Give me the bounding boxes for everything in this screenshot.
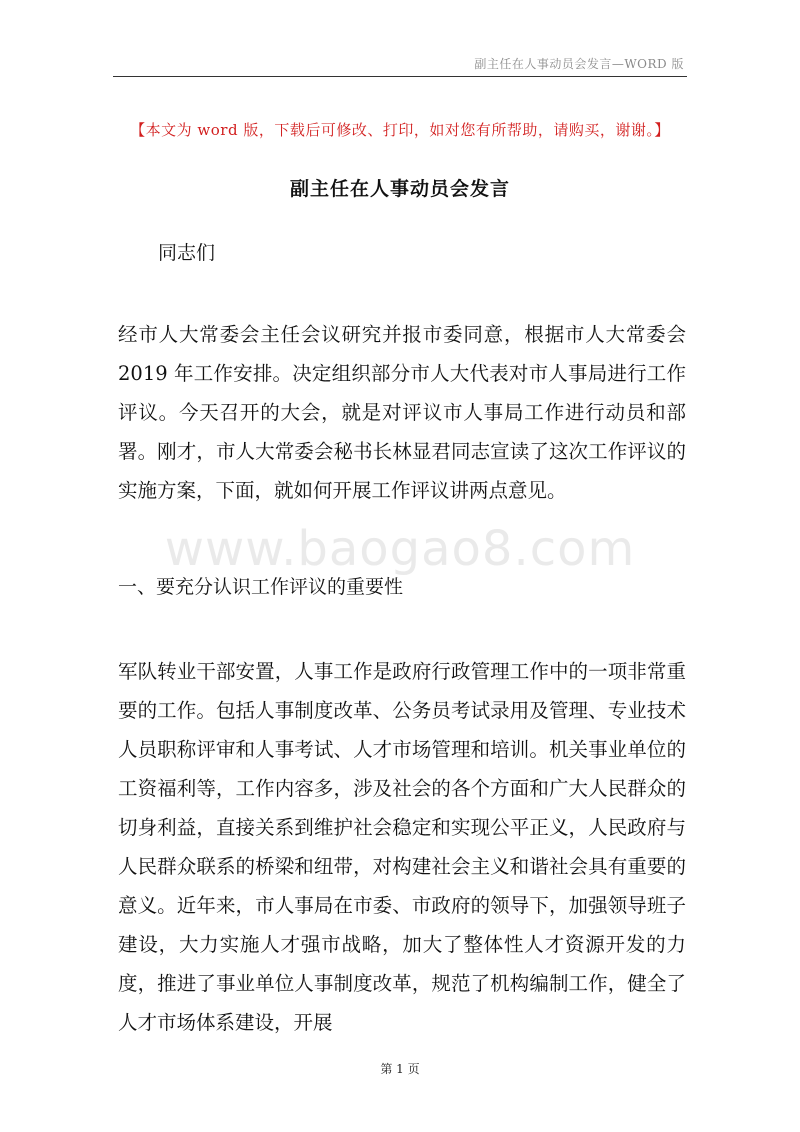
paragraph-intro: 经市人大常委会主任会议研究并报市委同意，根据市人大常委会 2019 年工作安排。决定组织部分市人大代表对市人事局进行工作评议。今天召开的大会，就是对评议市人事局工作进行动员和部署。刚才，市人大常委会秘书长林显君同志宣读了这次工作评议的实施方案，下面，就如何开展工作评议讲两点意见。	[118, 323, 686, 502]
page-number: 第 1 页	[380, 1062, 420, 1076]
salutation: 同志们	[158, 242, 216, 264]
running-header: 副主任在人事动员会发言—WORD 版	[474, 57, 684, 71]
paragraph-body: 军队转业干部安置，人事工作是政府行政管理工作中的一项非常重要的工作。包括人事制度改革、公务员考试录用及管理、专业技术人员职称评审和人事考试、人才市场管理和培训。机关事业单位的工资福利等，工作内容多，涉及社会的各个方面和广大人民群众的切身利益，直接关系到维护社会稳定和实现公平正义，人民政府与人民群众联系的桥梁和纽带，对构建社会主义和谐社会具有重要的意义。近年来，市人事局在市委、市政府的领导下，加强领导班子建设，大力实施人才强市战略，加大了整体性人才资源开发的力度，推进了事业单位人事制度改革，规范了机构编制工作，健全了人才市场体系建设，开展	[118, 660, 686, 1034]
section-heading: 一、要充分认识工作评议的重要性	[118, 576, 404, 598]
purchase-notice: 【本文为 word 版，下载后可修改、打印，如对您有所帮助，请购买，谢谢。】	[130, 121, 670, 139]
watermark: www.baogao8.com	[164, 521, 636, 577]
document-title: 副主任在人事动员会发言	[289, 178, 510, 200]
header-divider	[113, 76, 687, 77]
